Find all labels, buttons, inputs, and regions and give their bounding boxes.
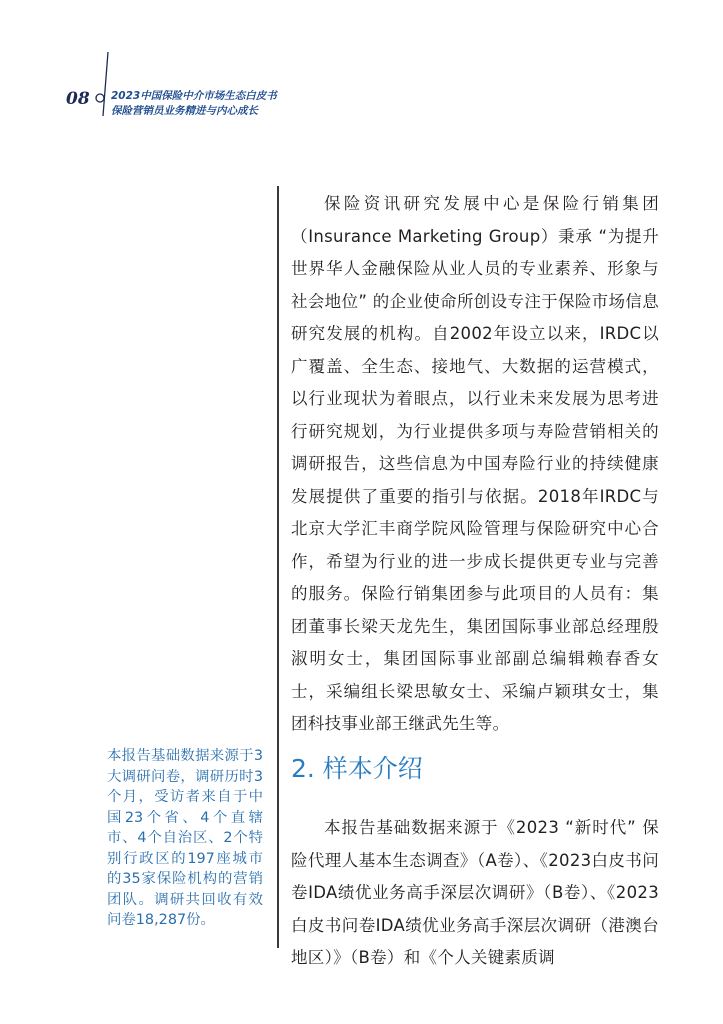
page-header bbox=[0, 0, 723, 130]
header-divider-icon bbox=[0, 0, 723, 130]
paragraph-sample: 本报告基础数据来源于《2023 “新时代” 保险代理人基本生态调查》（A卷）、《2023白皮书问卷IDA绩优业务高手深层次调研》（B卷）、《2023白皮书问卷IDA绩优业务高手深层次调研（港澳台地区）》（B卷）和《个人关键素质调 bbox=[291, 818, 659, 967]
column-divider bbox=[277, 186, 279, 948]
section-text-block bbox=[291, 812, 659, 975]
header-title: 2023中国保险中介市场生态白皮书 bbox=[111, 90, 277, 102]
section-title: 2. 样本介绍 bbox=[291, 754, 423, 783]
header-subtitle: 保险营销员业务精进与内心成长 bbox=[111, 105, 258, 117]
main-text-block bbox=[291, 188, 659, 741]
sidenote: 本报告基础数据来源于3大调研问卷，调研历时3个月，受访者来自于中国23个省、4个直辖市、4个自治区、2个特别行政区的197座城市的35家保险机构的营销团队。调研共回收有效问卷18,287份。 bbox=[107, 748, 263, 928]
page-number: 08 bbox=[66, 89, 90, 109]
paragraph-intro: 保险资讯研究发展中心是保险行销集团（Insurance Marketing Group）秉承 “为提升世界华人金融保险从业人员的专业素养、形象与社会地位” 的企业使命所创设专注于保险市场信息研究发展的机构。自2002年设立以来，IRDC以广覆盖、全生态、接地气、大数据的运营模式，以行业现状为着眼点，以行业未来发展为思考进行研究规划，为行业提供多项与寿险营销相关的调研报告，这些信息为中国寿险行业的持续健康发展提供了重要的指引与依据。2018年IRDC与北京大学汇丰商学院风险管理与保险研究中心合作，希望为行业的进一步成长提供更专业与完善的服务。保险行销集团参与此项目的人员有：集团董事长梁天龙先生，集团国际事业部总经理殷淑明女士，集团国际事业部副总编辑赖春香女士，采编组长梁思敏女士、采编卢颖琪女士，集团科技事业部王继武先生等。 bbox=[291, 194, 659, 733]
